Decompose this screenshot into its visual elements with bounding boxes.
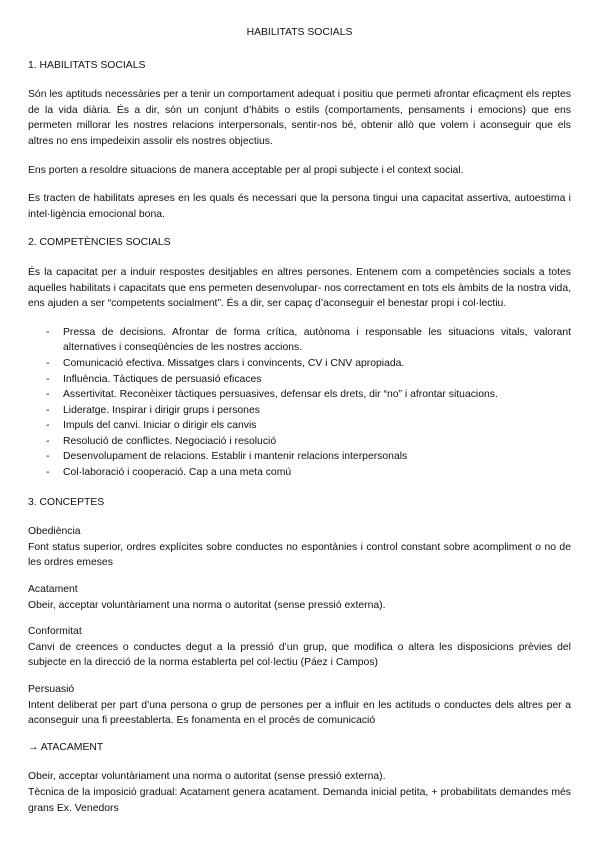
concept-block: [28, 524, 571, 571]
document-page: [28, 25, 571, 816]
concept-term: Persuasió: [28, 684, 75, 695]
concept-term: Acatament: [28, 584, 78, 596]
list-item-text: Comunicació efectiva. Missatges clars i convincents, CV i CNV apropiada.: [63, 357, 405, 369]
bullet-dash: -: [46, 357, 50, 369]
list-item: [28, 372, 571, 388]
bullet-dash: -: [46, 467, 50, 479]
list-item: [28, 403, 571, 419]
list-item-text: Pressa de decisions. Afrontar de forma crítica, autònoma i responsable les situacions vitals, valorant alternatives i conseqüències de les nostres accions.: [63, 326, 571, 354]
list-item: [28, 387, 571, 403]
section-2-intro: És la capacitat per a induir respostes desitjables en altres persones. Entenem com a competències socials a totes aquelles habilitats i capacitats que ens permeten desenvolupar- nos correctament en tots els àmbits de la nostra vida, ens ajuden a ser “competents socialment”. És a dir, ser capaç d’aconseguir el benestar propi i col·lectiu.: [28, 266, 571, 310]
list-item-text: Col·laboració i cooperació. Cap a una meta comú: [63, 467, 292, 479]
list-item: [28, 356, 571, 372]
list-item-text: Influència. Tàctiques de persuasió eficaces: [63, 373, 262, 385]
bullet-dash: -: [46, 389, 50, 401]
section-1-paragraph: Són les aptituds necessàries per a tenir un comportament adequat i positiu que permeti afrontar eficaçment els reptes de la vida diària. És a dir, són un conjunt d’hàbits o estils (comportaments, pensaments i emocions) que ens permeten millorar les nostres relacions interpersonals, sentir-nos bé, obtenir allò que volem i aconseguir que els altres no ens impedeixin assolir els nostres objectius.: [28, 89, 571, 147]
bullet-dash: -: [46, 404, 50, 416]
concept-block: [28, 682, 571, 729]
list-item: [28, 325, 571, 356]
concept-definition: Obeir, acceptar voluntàriament una norma o autoritat (sense pressió externa).: [28, 599, 386, 611]
list-item: [28, 418, 571, 434]
list-item: [28, 465, 571, 481]
bullet-dash: -: [46, 451, 50, 463]
list-item-text: Desenvolupament de relacions. Establir i mantenir relacions interpersonals: [63, 451, 408, 463]
list-item: [28, 449, 571, 465]
list-item: [28, 434, 571, 450]
concept-term: Conformitat: [28, 626, 82, 638]
bullet-dash: -: [46, 326, 50, 338]
bullet-dash: -: [46, 420, 50, 432]
concept-block: [28, 582, 571, 613]
section-3-heading: 3. CONCEPTES: [28, 496, 105, 508]
atacament-line: Obeir, acceptar voluntàriament una norma o autoritat (sense pressió externa).: [28, 771, 386, 783]
list-item-text: Impuls del canvi. Iniciar o dirigir els canvis: [63, 420, 257, 432]
section-1-paragraph: Es tracten de habilitats apreses en les quals és necessari que la persona tingui una capacitat assertiva, autoestima i intel·ligència emocional bona.: [28, 193, 571, 220]
concept-block: [28, 624, 571, 671]
section-1-paragraph: Ens porten a resoldre situacions de manera acceptable per al propi subjecte i el context social.: [28, 164, 464, 176]
list-item-text: Lideratge. Inspirar i dirigir grups i persones: [63, 404, 260, 416]
concept-term: Obediència: [28, 526, 81, 538]
document-title: HABILITATS SOCIALS: [246, 27, 353, 38]
competencies-list: [28, 325, 571, 481]
bullet-dash: -: [46, 373, 50, 385]
section-1-heading: 1. HABILITATS SOCIALS: [28, 59, 146, 71]
concept-definition: Font status superior, ordres explícites sobre conductes no espontànies i control constant sobre acompliment o no de les ordres emeses: [28, 541, 571, 569]
atacament-heading: → ATACAMENT: [28, 741, 104, 753]
section-2-heading: 2. COMPETÈNCIES SOCIALS: [28, 237, 171, 249]
concept-definition: Intent deliberat per part d’una persona o grup de persones per a influir en les actituds o conductes dels altres per a aconseguir una fi preestablerta. Es fonamenta en el procés de comunicació: [28, 699, 571, 727]
list-item-text: Assertivitat. Reconèixer tàctiques persuasives, defensar els drets, dir “no” i afrontar situacions.: [63, 389, 498, 401]
atacament-line: Tècnica de la imposició gradual: Acatament genera acatament. Demanda inicial petita, + probabilitats demandes més grans Ex. Venedors: [28, 786, 571, 814]
list-item-text: Resolució de conflictes. Negociació i resolució: [63, 435, 277, 447]
concept-definition: Canvi de creences o conductes degut a la pressió d’un grup, que modifica o altera les disposicions prèvies del subjecte en la direcció de la norma establerta pel col·lectiu (Páez i Campos): [28, 641, 571, 669]
bullet-dash: -: [46, 435, 50, 447]
